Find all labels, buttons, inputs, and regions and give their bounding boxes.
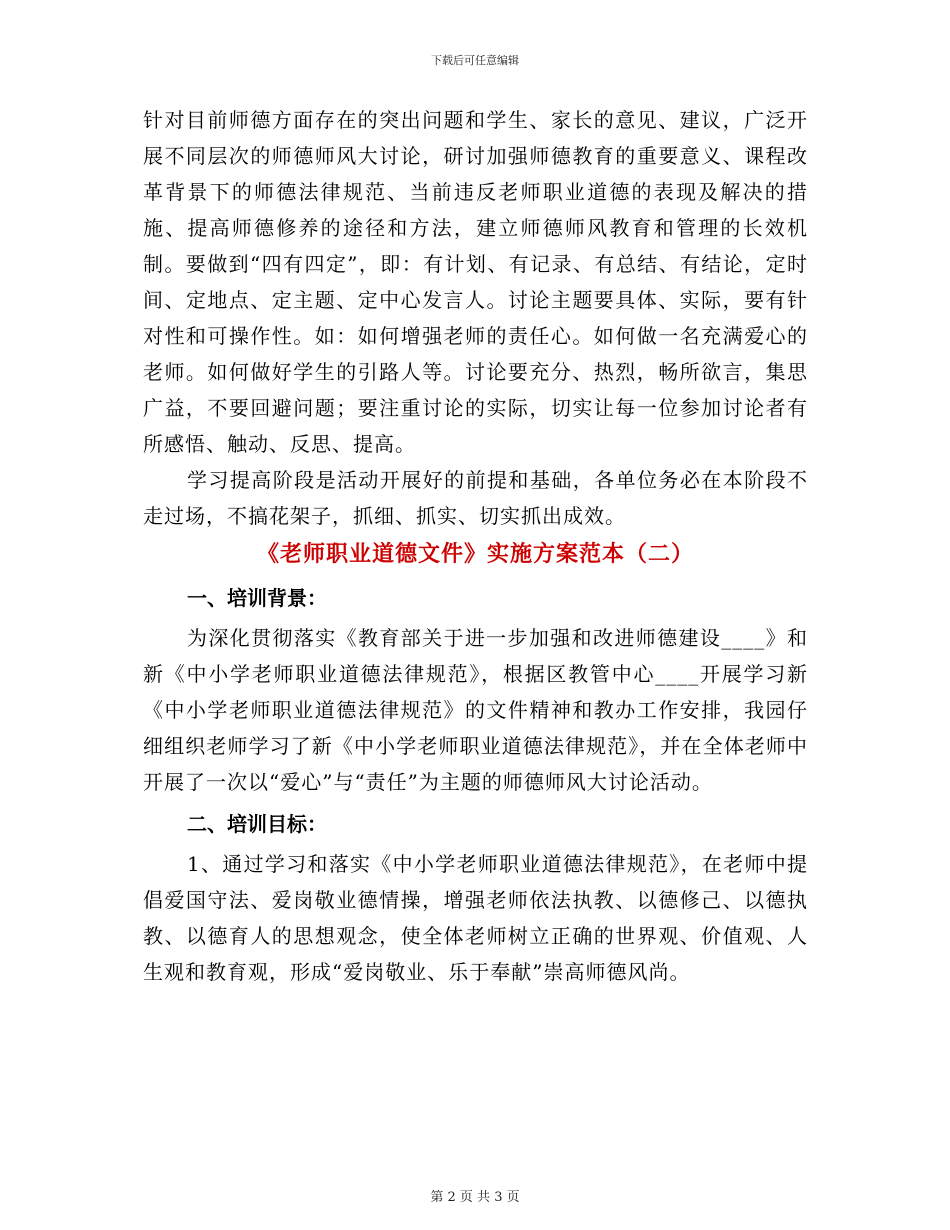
paragraph-discussion: 针对目前师德方面存在的突出问题和学生、家长的意见、建议，广泛开展不同层次的师德师风大讨论，研讨加强师德教育的重要意义、课程改革背景下的师德法律规范、当前违反老师职业道德的表现及解决的措施、提高师德修养的途径和方法，建立师德师风教育和管理的长效机制。要做到“四有四定”，即：有计划、有记录、有总结、有结论，定时间、定地点、定主题、定中心发言人。讨论主题要具体、实际，要有针对性和可操作性。如：如何增强老师的责任心。如何做一名充满爱心的老师。如何做好学生的引路人等。讨论要充分、热烈，畅所欲言，集思广益，不要回避问题；要注重讨论的实际，切实让每一位参加讨论者有所感悟、触动、反思、提高。 [143,108,808,456]
heading-training-background: 一、培训背景： [187,586,327,610]
heading-training-goals: 二、培训目标： [187,812,327,836]
section-title: 《老师职业道德文件》实施方案范本（二） [256,541,694,567]
paragraph-training-background: 为深化贯彻落实《教育部关于进一步加强和改进师德建设____》和新《中小学老师职业道德法律规范》，根据区教管中心____开展学习新《中小学老师职业道德法律规范》的文件精神和教办工作安排，我园仔细组织老师学习了新《中小学老师职业道德法律规范》，并在全体老师中开展了一次以“爱心”与“责任”为主题的师德师风大讨论活动。 [143,626,808,794]
paragraph-training-goal-1: 1、通过学习和落实《中小学老师职业道德法律规范》，在老师中提倡爱国守法、爱岗敬业德情操，增强老师依法执教、以德修己、以德执教、以德育人的思想观念，使全体老师树立正确的世界观、价值观、人生观和教育观，形成“爱岗敬业、乐于奉献”崇高师德风尚。 [143,852,808,984]
page-footer: 第 2 页 共 3 页 [430,1190,520,1205]
document-body [143,102,808,990]
paragraph-study-stage: 学习提高阶段是活动开展好的前提和基础，各单位务必在本阶段不走过场，不搞花架子，抓细、抓实、切实抓出成效。 [143,468,808,528]
page-header: 下载后可任意编辑 [431,54,519,67]
